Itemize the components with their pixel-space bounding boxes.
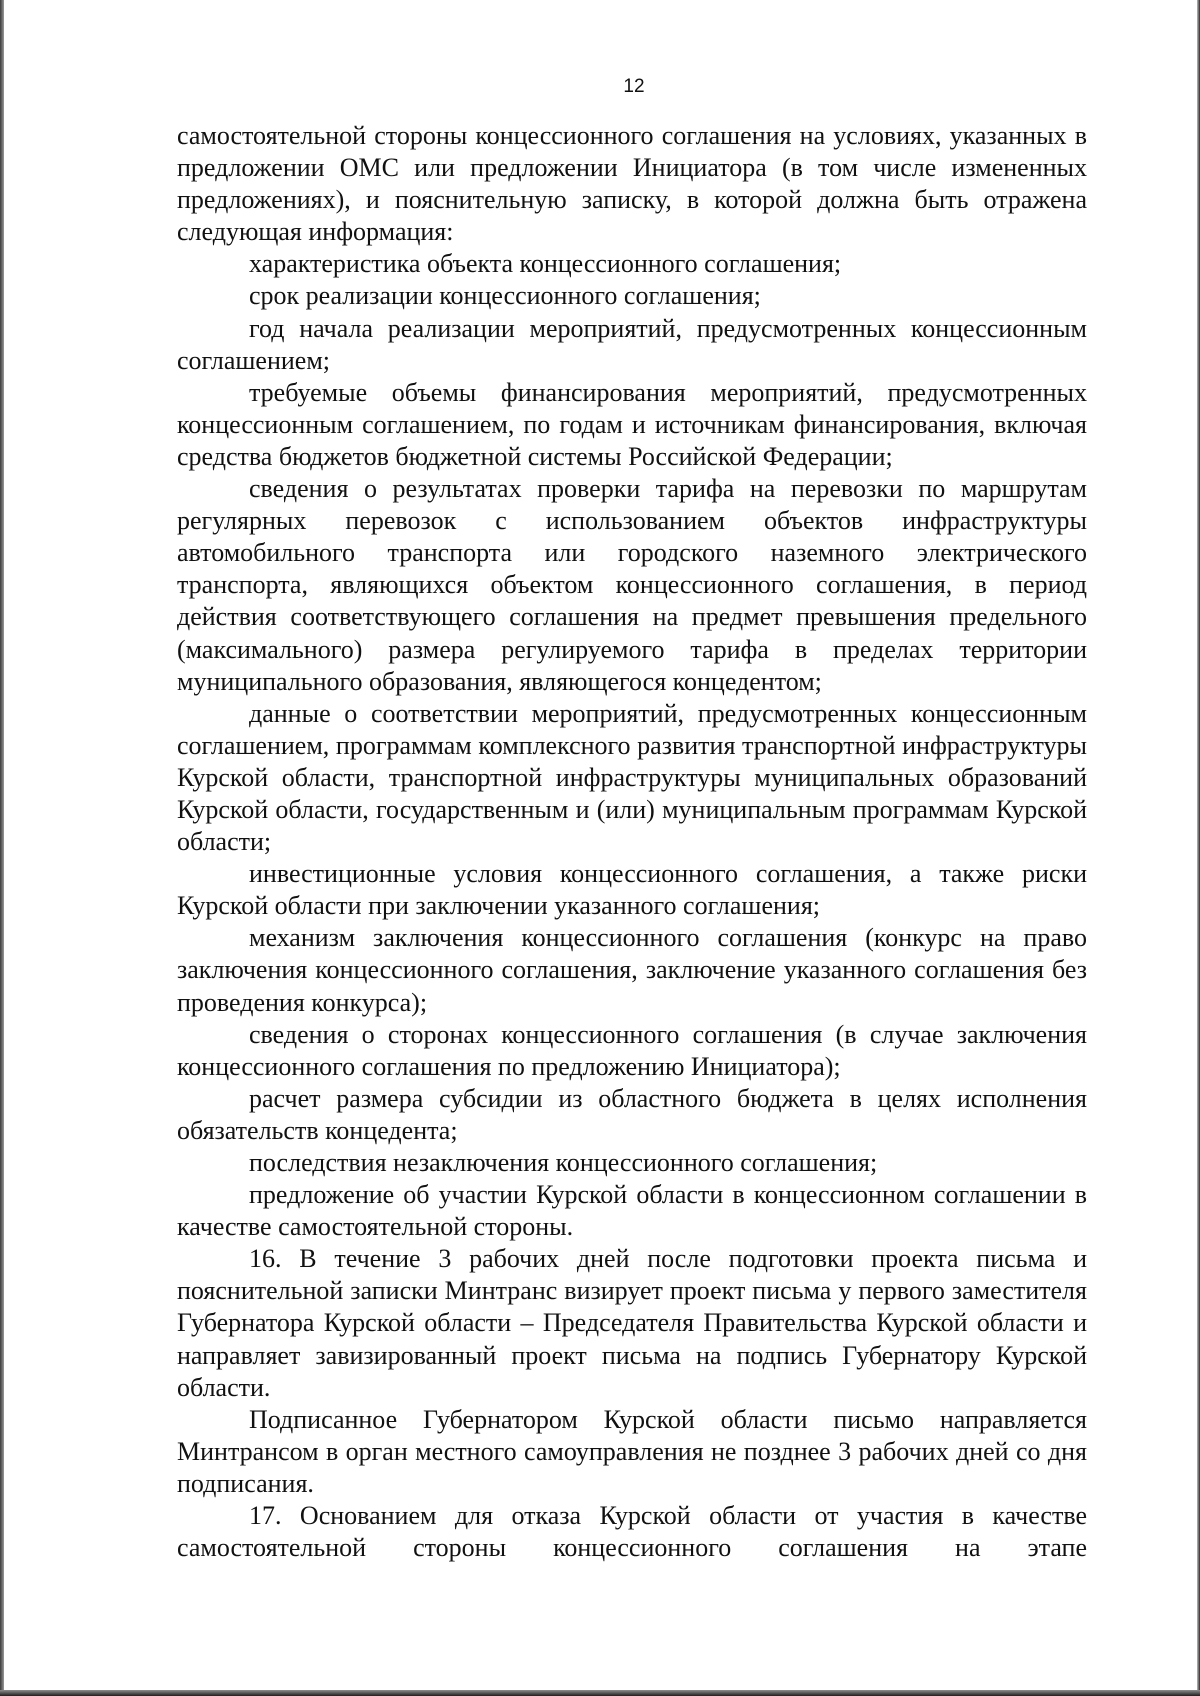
page-number: 12 (623, 76, 645, 97)
document-body (177, 120, 1087, 1564)
list-item-financing-volumes: требуемые объемы финансирования мероприятий, предусмотренных концессионным соглашением, по годам и источникам финансирования, включая средства бюджетов бюджетной системы Российской Федерации; (177, 377, 1087, 471)
list-item-subsidy-calculation: расчет размера субсидии из областного бюджета в целях исполнения обязательств концедента; (177, 1083, 1087, 1145)
list-item-implementation-period: срок реализации концессионного соглашения; (249, 281, 761, 311)
list-item-non-conclusion-consequences: последствия незаключения концессионного соглашения; (249, 1148, 878, 1177)
list-item-investment-conditions: инвестиционные условия концессионного соглашения, а также риски Курской области при заключении указанного соглашения; (177, 859, 1087, 921)
list-item-conclusion-mechanism: механизм заключения концессионного соглашения (конкурс на право заключения концессионного соглашения, заключение указанного соглашения без проведения конкурса); (177, 923, 1087, 1017)
scan-edge-bottom (0, 1690, 1200, 1696)
list-item-tariff-check: сведения о результатах проверки тарифа на перевозки по маршрутам регулярных перевозок с использованием объектов инфраструктуры автомобильного транспорта или городского наземного электрического транспорта, являющихся объектом концессионного соглашения, в период действия соответствующего соглашения на предмет превышения предельного (максимального) размера регулируемого тарифа в пределах территории муниципального образования, являющегося концедентом; (177, 474, 1087, 696)
list-item-start-year: год начала реализации мероприятий, предусмотренных концессионным соглашением; (177, 313, 1087, 375)
list-item-parties-info: сведения о сторонах концессионного соглашения (в случае заключения концессионного соглашения по предложению Инициатора); (177, 1019, 1087, 1081)
clause-16: 16. В течение 3 рабочих дней после подготовки проекта письма и пояснительной записки Минтранс визирует проект письма у первого заместителя Губернатора Курской области – Председателя Правительства Курской области и направляет завизированный проект письма на подпись Губернатору Курской области. (177, 1244, 1087, 1402)
scan-edge-left (0, 0, 4, 1696)
list-item-program-compliance: данные о соответствии мероприятий, предусмотренных концессионным соглашением, программам комплексного развития транспортной инфраструктуры Курской области, транспортной инфраструктуры муниципальных образований Курской области, государственным и (или) муниципальным программам Курской области; (177, 698, 1087, 857)
paragraph-continuation: самостоятельной стороны концессионного соглашения на условиях, указанных в предложении ОМС или предложении Инициатора (в том числе измененных предложениях), и пояснительную записку, в которой должна быть отражена следующая информация: (177, 121, 1087, 247)
list-item-participation-proposal: предложение об участии Курской области в концессионном соглашении в качестве самостоятельной стороны. (177, 1180, 1087, 1242)
list-item-object-characteristics: характеристика объекта концессионного соглашения; (249, 249, 842, 279)
clause-17: 17. Основанием для отказа Курской области от участия в качестве самостоятельной стороны концессионного соглашения на этапе (177, 1501, 1087, 1563)
clause-16-signed-letter: Подписанное Губернатором Курской области письмо направляется Минтрансом в орган местного самоуправления не позднее 3 рабочих дней со дня подписания. (177, 1404, 1087, 1498)
